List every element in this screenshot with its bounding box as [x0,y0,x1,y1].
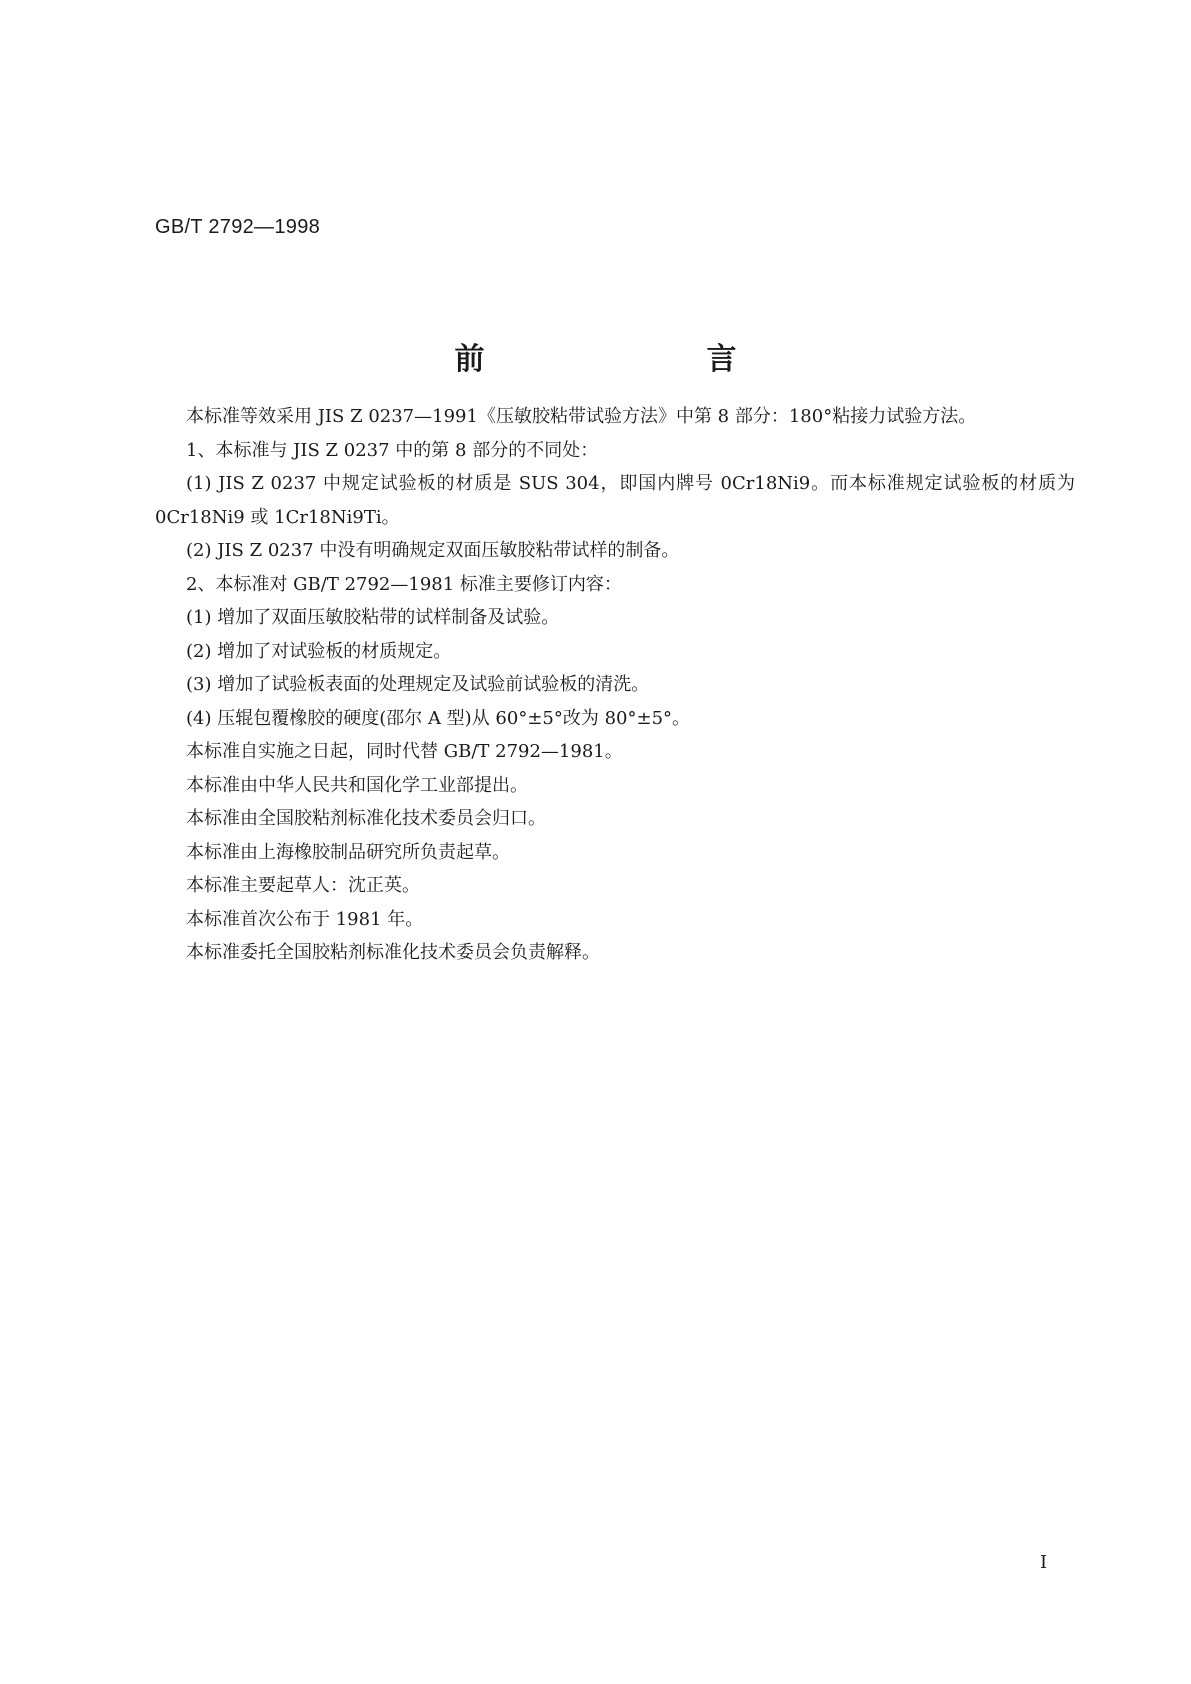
paragraph: (1) 增加了双面压敏胶粘带的试样制备及试验。 [186,607,560,628]
document-number: GB/T 2792—1998 [155,216,321,238]
paragraph: 2、本标准对 GB/T 2792—1981 标准主要修订内容： [186,573,622,595]
paragraph: 本标准由中华人民共和国化学工业部提出。 [186,774,528,796]
paragraph: 本标准首次公布于 1981 年。 [186,908,424,930]
paragraph: 本标准自实施之日起，同时代替 GB/T 2792—1981。 [186,741,623,762]
paragraph: 本标准等效采用 JIS Z 0237—1991《压敏胶粘带试验方法》中第 8 部分：180°粘接力试验方法。 [186,406,977,427]
paragraph: 本标准由上海橡胶制品研究所负责起草。 [186,841,510,863]
paragraph: 本标准主要起草人：沈正英。 [186,875,420,896]
paragraph: 本标准委托全国胶粘剂标准化技术委员会负责解释。 [186,942,600,963]
paragraph: (1) JIS Z 0237 中规定试验板的材质是 SUS 304，即国内牌号 0Cr18Ni9。而本标准规定试验板的材质为 0Cr18Ni9 或 1Cr18Ni9Ti。 [155,473,1075,528]
paragraph: (4) 压辊包覆橡胶的硬度(邵尔 A 型)从 60°±5°改为 80°±5°。 [186,707,691,729]
paragraph: 1、本标准与 JIS Z 0237 中的第 8 部分的不同处： [186,439,599,461]
paragraph: (2) JIS Z 0237 中没有明确规定双面压敏胶粘带试样的制备。 [186,540,680,561]
paragraph: (3) 增加了试验板表面的处理规定及试验前试验板的清洗。 [186,674,650,695]
page-title: 前 言 [454,342,833,377]
foreword-body [155,400,1075,970]
paragraph: (2) 增加了对试验板的材质规定。 [186,640,452,662]
page-number: I [1040,1552,1048,1573]
paragraph: 本标准由全国胶粘剂标准化技术委员会归口。 [186,808,546,829]
